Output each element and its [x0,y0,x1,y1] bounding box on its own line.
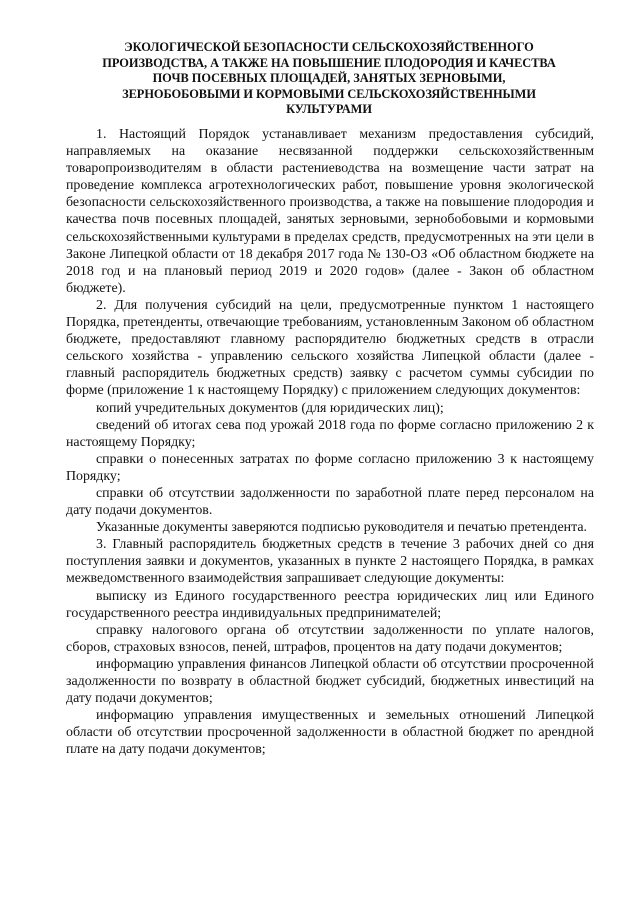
list-item-tax-certificate: справку налогового органа об отсутствии задолженности по уплате налогов, сборов, страховых взносов, пеней, штрафов, процентов на дату подачи документов; [66,622,594,655]
list-item-wage-debt-certificate: справки об отсутствии задолженности по заработной плате перед персоналом на дату подачи документов. [66,485,594,519]
list-item-finance-info: информацию управления финансов Липецкой области об отсутствии просроченной задолженности по возврату в областной бюджет субсидий, бюджетных инвестиций на дату подачи документов; [66,656,594,707]
list-item-charter-docs: копий учредительных документов (для юридических лиц); [96,400,444,416]
paragraph-3-requests: 3. Главный распорядитель бюджетных средств в течение 3 рабочих дней со дня поступления заявки и документов, указанных в пункте 2 настоящего Порядка, в рамках межведомственного взаимодействия запрашивает следующие документы: [66,537,594,587]
paragraph-1-intro: 1. Настоящий Порядок устанавливает механизм предоставления субсидий, направляемых на оказание несвязанной поддержки сельскохозяйственным товаропроизводителям в области растениеводства на возмещение части затрат на проведение комплекса агротехнологических работ, повышение уровня экологической безопасности сельскохозяйственного производства, а также на повышение плодородия и качества почв посевных площадей, занятых зерновыми, зернобобовыми и кормовыми сельскохозяйственными культурами в пределах средств, предусмотренных на эти цели в Законе Липецкой области от 18 декабря 2017 года № 130-ОЗ «Об областном бюджете на 2018 год и на плановый период 2019 и 2020 годов» (далее - Закон об областном бюджете). [66,127,594,296]
list-item-registry-extract: выписку из Единого государственного реестра юридических лиц или Единого государственного реестра индивидуальных предпринимателей; [66,588,594,621]
list-item-sowing-results: сведений об итогах сева под урожай 2018 года по форме согласно приложению 2 к настоящему Порядку; [66,417,594,450]
document-heading: ЭКОЛОГИЧЕСКОЙ БЕЗОПАСНОСТИ СЕЛЬСКОХОЗЯЙСТВЕННОГО ПРОИЗВОДСТВА, А ТАКЖЕ НА ПОВЫШЕНИЕ ПЛОДОРОДИЯ И КАЧЕСТВА ПОЧВ ПОСЕВНЫХ ПЛОЩАДЕЙ, ЗАНЯТЫХ ЗЕРНОВЫМИ, ЗЕРНОБОБОВЫМИ И КОРМОВЫМИ СЕЛЬСКОХОЗЯЙСТВЕННЫМИ КУЛЬТУРАМИ [102,40,556,116]
list-item-costs-certificate: справки о понесенных затратах по форме согласно приложению 3 к настоящему Порядку; [66,451,594,484]
paragraph-2-application: 2. Для получения субсидий на цели, предусмотренные пунктом 1 настоящего Порядка, претенденты, отвечающие требованиям, установленным Законом об областном бюджете, предоставляют главному распорядителю бюджетных средств в отрасли сельского хозяйства - управлению сельского хозяйства Липецкой области (далее - главный распорядитель бюджетных средств) заявку с расчетом суммы субсидии по форме (приложение 1 к настоящему Порядку) с приложением следующих документов: [66,297,594,399]
document-body [66,126,594,758]
list-item-property-info: информацию управления имущественных и земельных отношений Липецкой области об отсутствии просроченной задолженности в областной бюджет по арендной плате на дату подачи документов; [66,708,594,758]
paragraph-certification: Указанные документы заверяются подписью руководителя и печатью претендента. [96,520,587,536]
